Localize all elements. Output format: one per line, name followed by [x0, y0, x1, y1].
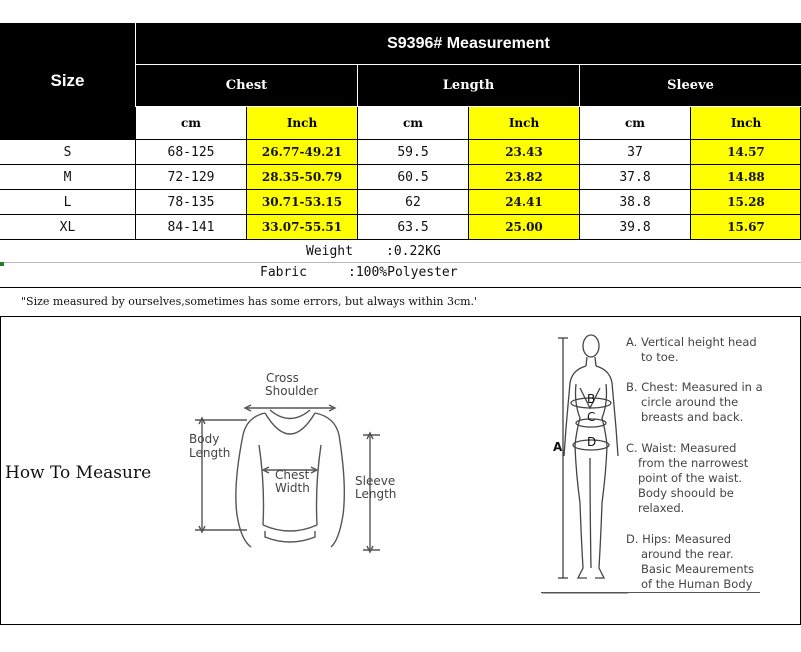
size-header: Size	[0, 23, 135, 139]
cm-value-cell: 84-141	[167, 219, 215, 235]
note-d: D. Hips: Measured around the rear. Basic Meaurements of the Human Body	[626, 532, 755, 591]
unit-inch-length: Inch	[469, 107, 579, 139]
size-cell: M	[63, 169, 72, 185]
chest-width-label-1: Chest	[275, 468, 310, 482]
note-b: B. Chest: Measured in a circle around the breasts and back.	[626, 380, 763, 424]
chest-header: Chest	[136, 65, 357, 106]
inch-value-cell: 33.07-55.51	[247, 215, 357, 239]
size-cell: S	[63, 144, 72, 160]
cm-value-cell: 72-129	[167, 169, 215, 185]
inch-value-cell: 23.43	[469, 140, 579, 164]
inch-value-cell: 26.77-49.21	[247, 140, 357, 164]
weight-label: Weight	[306, 244, 353, 259]
chest-width-label-2: Width	[275, 481, 310, 495]
unit-inch-sleeve: Inch	[691, 107, 801, 139]
fabric-value: :100%Polyester	[348, 265, 458, 280]
inch-value-cell: 30.71-53.15	[247, 190, 357, 214]
cm-value-cell: 39.8	[619, 219, 651, 235]
sleeve-length-label-1: Sleeve	[355, 474, 396, 488]
cm-value-cell: 78-135	[167, 194, 215, 210]
unit-cm-sleeve: cm	[580, 107, 690, 139]
length-header: Length	[358, 65, 579, 106]
inch-value-cell: 15.67	[691, 215, 801, 239]
inch-value-cell: 28.35-50.79	[247, 165, 357, 189]
sleeve-header: Sleeve	[580, 65, 801, 106]
fabric-label: Fabric	[260, 265, 307, 280]
body-length-label-1: Body	[189, 432, 220, 446]
table-title: S9396# Measurement	[136, 23, 801, 64]
inch-value-cell: 15.28	[691, 190, 801, 214]
cm-value-cell: 37	[627, 144, 643, 160]
cm-value-cell: 68-125	[167, 144, 215, 160]
cm-value-cell: 63.5	[397, 219, 429, 235]
unit-inch-chest: Inch	[247, 107, 357, 139]
size-cell: L	[63, 194, 72, 210]
cm-value-cell: 37.8	[619, 169, 651, 185]
letter-b: B	[587, 392, 596, 406]
letter-d: D	[587, 435, 597, 449]
note-a: A. Vertical height head to toe.	[626, 335, 757, 364]
sleeve-length-label-2: Length	[355, 487, 397, 501]
inch-value-cell: 23.82	[469, 165, 579, 189]
cm-value-cell: 60.5	[397, 169, 429, 185]
note-c: C. Waist: Measured from the narrowest point of the waist. Body shoould be relaxed.	[626, 441, 749, 515]
body-figure	[540, 328, 630, 598]
inch-value-cell: 14.57	[691, 140, 801, 164]
inch-value-cell: 24.41	[469, 190, 579, 214]
letter-a: A	[553, 440, 563, 454]
inch-value-cell: 25.00	[469, 215, 579, 239]
letter-c: C	[587, 410, 596, 424]
how-to-measure-label: How To Measure	[5, 463, 152, 483]
body-length-label-2: Length	[189, 446, 231, 460]
cm-value-cell: 38.8	[619, 194, 651, 210]
measurement-note: "Size measured by ourselves,sometimes has some errors, but always within 3cm.'	[21, 295, 478, 308]
unit-cm-length: cm	[358, 107, 468, 139]
size-cell: XL	[59, 219, 76, 235]
inch-value-cell: 14.88	[691, 165, 801, 189]
cm-value-cell: 59.5	[397, 144, 429, 160]
cross-shoulder-label-2: Shoulder	[265, 384, 319, 398]
unit-cm-chest: cm	[136, 107, 246, 139]
cross-shoulder-label-1: Cross	[266, 371, 299, 385]
cm-value-cell: 62	[405, 194, 421, 210]
weight-value: :0.22KG	[386, 244, 441, 259]
